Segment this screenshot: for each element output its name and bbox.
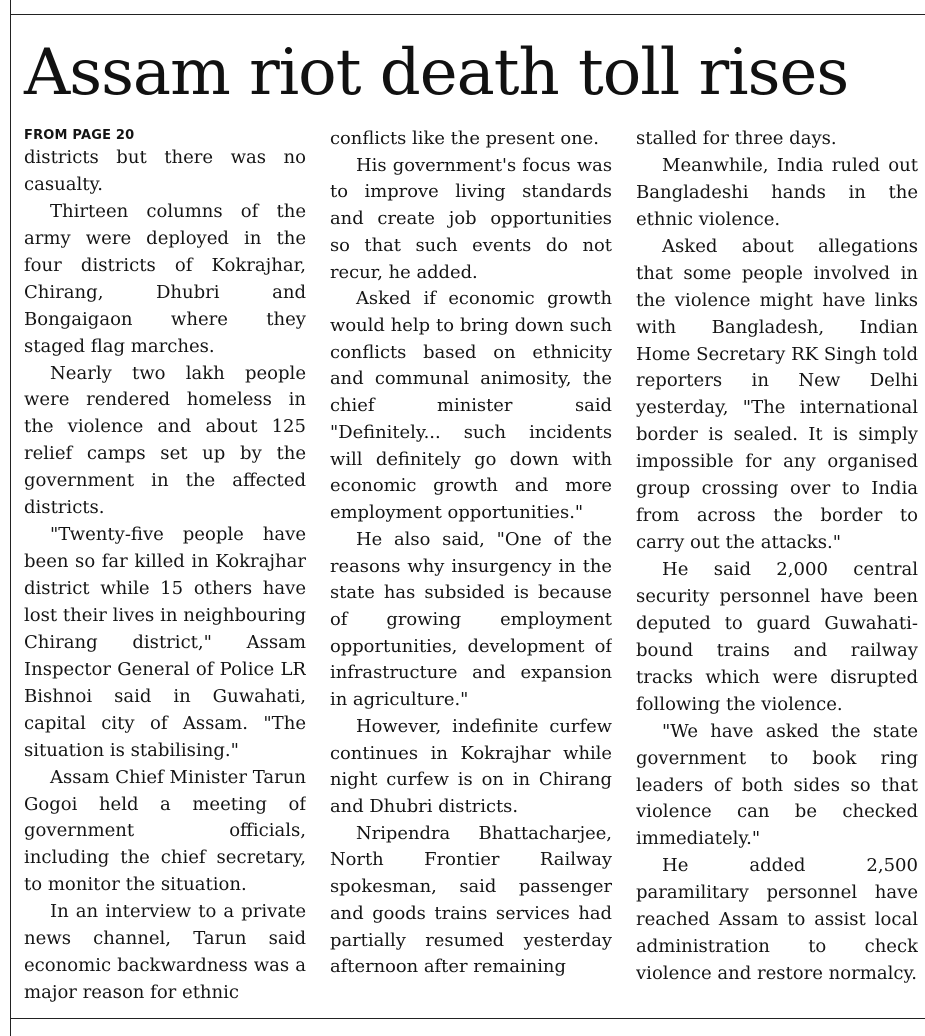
paragraph: conflicts like the present one. [330, 128, 599, 149]
paragraph: Asked if economic growth would help to bring down such conflicts based on ethnicity and communal animosity, the chief minister said "Definitely... such incidents will definitely go down with economic growth and more employment opportunities." [330, 288, 612, 524]
article-headline: Assam riot death toll rises [24, 36, 849, 110]
bottom-border-rule [10, 1018, 925, 1019]
continued-from-kicker: FROM PAGE 20 [24, 128, 135, 143]
paragraph: Asked about allegations that some people involved in the violence might have links with Bangladesh, Indian Home Secretary RK Singh told reporters in New Delhi yesterday, "The international border is sealed. It is simply impossible for any organised group crossing over to India from across the border to carry out the attacks." [636, 235, 918, 554]
paragraph: However, indefinite curfew continues in Kokrajhar while night curfew is on in Chirang and Dhubri districts. [330, 715, 612, 817]
paragraph: "Twenty-five people have been so far killed in Kokrajhar district while 15 others have lost their lives in neighbouring Chirang district," Assam Inspector General of Police LR Bishnoi said in Guwahati, capital city of Assam. "The situation is stabilising." [24, 524, 306, 761]
paragraph: He added 2,500 paramilitary personnel have reached Assam to assist local administration to check violence and restore normalcy. [636, 855, 918, 985]
paragraph: Meanwhile, India ruled out Bangladeshi hands in the ethnic violence. [636, 154, 918, 230]
top-border-rule [10, 14, 925, 15]
column-2 [330, 126, 612, 1006]
column-3 [636, 126, 918, 1006]
paragraph: Assam Chief Minister Tarun Gogoi held a meeting of government officials, including the chief secretary, to monitor the situation. [24, 766, 306, 896]
left-border-rule [10, 0, 11, 1036]
paragraph: Nearly two lakh people were rendered homeless in the violence and about 125 relief camps set up by the government in the affected districts. [24, 362, 306, 519]
paragraph: He said 2,000 central security personnel have been deputed to guard Guwahati-bound trains and railway tracks which were disrupted following the violence. [636, 559, 918, 715]
column-1 [24, 126, 306, 1006]
paragraph: Thirteen columns of the army were deployed in the four districts of Kokrajhar, Chirang, Dhubri and Bongaigaon where they staged flag marches. [24, 200, 306, 357]
paragraph: In an interview to a private news channel, Tarun said economic backwardness was a major reason for ethnic [24, 901, 306, 1004]
paragraph: "We have asked the state government to book ring leaders of both sides so that violence can be checked immediately." [636, 720, 918, 850]
paragraph: His government's focus was to improve living standards and create job opportunities so that such events do not recur, he added. [330, 154, 612, 283]
paragraph: districts but there was no casualty. [24, 147, 306, 195]
paragraph: stalled for three days. [636, 128, 837, 149]
article-body [24, 126, 918, 1006]
paragraph: He also said, "One of the reasons why insurgency in the state has subsided is because of growing employment opportunities, development of infrastructure and expansion in agriculture." [330, 528, 612, 711]
paragraph: Nripendra Bhattacharjee, North Frontier Railway spokesman, said passenger and goods trains services had partially resumed yesterday afternoon after remaining [330, 822, 612, 978]
